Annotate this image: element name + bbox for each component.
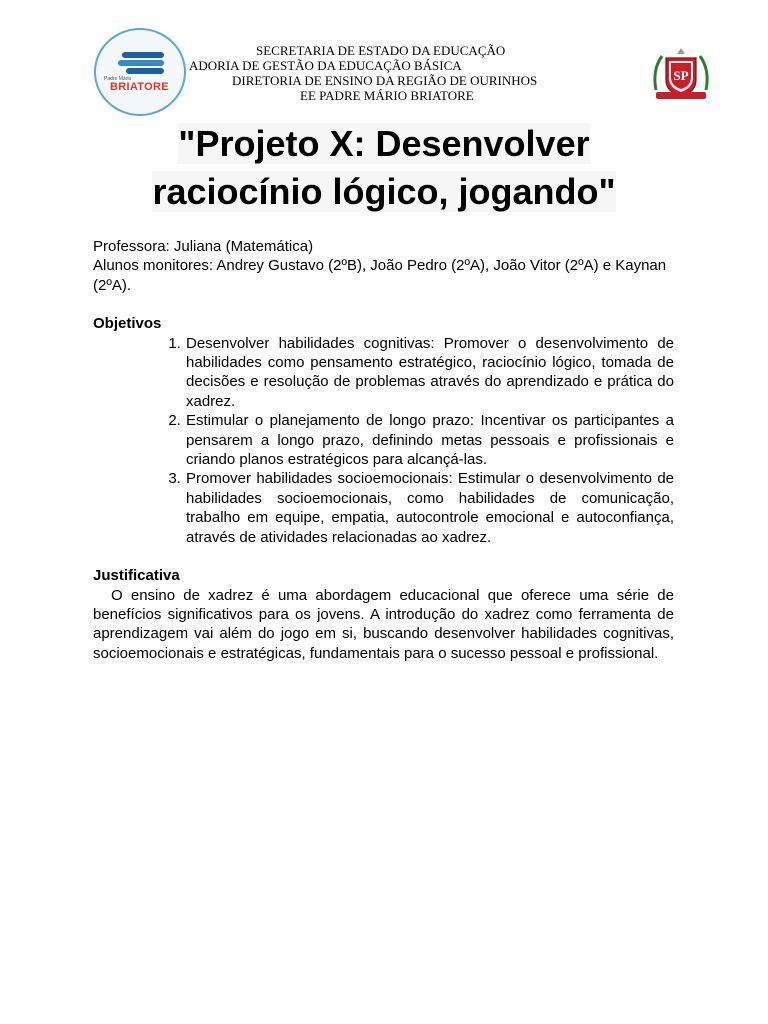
document-title xyxy=(100,120,668,216)
objective-item: 3. Promover habilidades socioemocionais: Estimular o desenvolvimento de habilidades socioemocionais, como habilidades de comunicação, trabalho em equipe, empatia, autocontrole emocional e autoconfiança, através de atividades relacionadas ao xadrez. xyxy=(185,469,674,547)
title-line-2: raciocínio lógico, jogando" xyxy=(152,171,616,212)
teacher-line: Professora: Juliana (Matemática) xyxy=(93,238,314,255)
header-line-coordenadoria: ADORIA DE GESTÃO DA EDUCAÇÃO BÁSICA xyxy=(189,58,462,73)
monitors-line: Alunos monitores: Andrey Gustavo (2ºB), João Pedro (2ºA), João Vitor (2ºA) e Kaynan (2ºA). xyxy=(93,257,667,294)
institution-header xyxy=(150,43,630,103)
document-body xyxy=(93,237,674,663)
objective-item: 1. Desenvolver habilidades cognitivas: Promover o desenvolvimento de habilidades como pensamento estratégico, raciocínio lógico, tomada de decisões e resolução de problemas através do aprendizado e prática do xadrez. xyxy=(185,334,674,412)
header-line-secretaria: SECRETARIA DE ESTADO DA EDUCAÇÃO xyxy=(256,43,506,58)
header-line-school: EE PADRE MÁRIO BRIATORE xyxy=(300,88,474,103)
objective-item: 2. Estimular o planejamento de longo prazo: Incentivar os participantes a pensarem a longo prazo, definindo metas pessoais e profissionais e criando planos estratégicos para alcançá-las. xyxy=(185,411,674,469)
crest-text: SP xyxy=(673,68,689,83)
justification-paragraph: O ensino de xadrez é uma abordagem educacional que oferece uma série de benefícios significativos para os jovens. A introdução do xadrez como ferramenta de aprendizagem vai além do jogo em si, buscando desenvolver habilidades cognitivas, socioemocionais e estratégicas, fundamentais para o sucesso pessoal e profissional. xyxy=(93,586,674,662)
objectives-list xyxy=(93,334,674,547)
header-line-diretoria: DIRETORIA DE ENSINO DA REGIÃO DE OURINHOS xyxy=(232,73,538,88)
objectives-heading: Objetivos xyxy=(93,315,162,333)
title-line-1: "Projeto X: Desenvolver xyxy=(178,123,590,164)
justification-heading: Justificativa xyxy=(93,567,180,585)
sp-state-crest xyxy=(650,46,712,104)
logo-brand-text: BRIATORE xyxy=(110,81,169,93)
logo-subtitle: Padre Mário xyxy=(104,76,132,82)
